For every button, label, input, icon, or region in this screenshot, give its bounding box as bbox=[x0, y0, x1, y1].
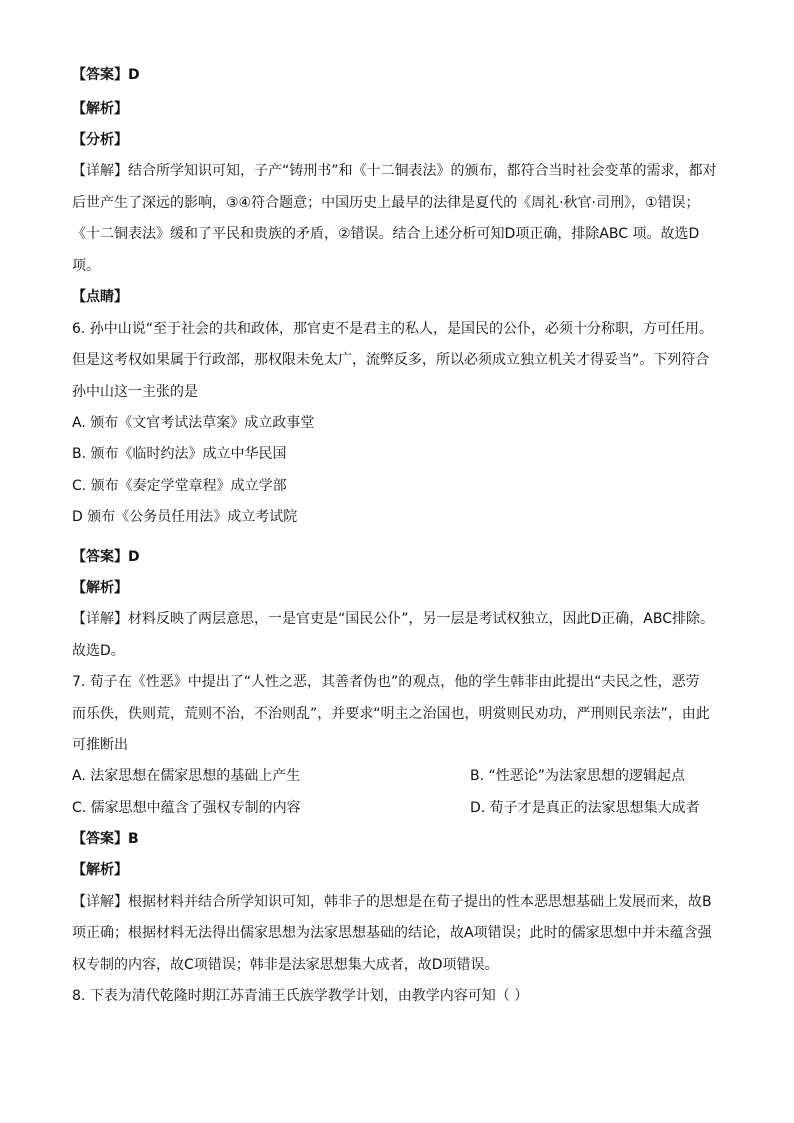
q6-answer-label: 【答案】D bbox=[72, 549, 140, 565]
prev-dianjing-label: 【点睛】 bbox=[72, 289, 128, 305]
q7-options-row-2 bbox=[72, 797, 714, 819]
q6-option-a: A. 颁布《文官考试法草案》成立政事堂 bbox=[72, 415, 315, 431]
prev-detail-line-1: 【详解】结合所学知识可知，子产“铸刑书”和《十二铜表法》的颁布，都符合当时社会变革的需求，都对 bbox=[72, 163, 717, 179]
q7-options-row-1 bbox=[72, 765, 714, 787]
q6-detail-line-2: 故选D。 bbox=[72, 643, 125, 659]
q6-option-b: B. 颁布《临时约法》成立中华民国 bbox=[72, 446, 287, 462]
q7-option-a: A. 法家思想在儒家思想的基础上产生 bbox=[72, 768, 301, 784]
q7-stem-line-3: 可推断出 bbox=[72, 737, 128, 753]
q6-stem-line-3: 孙中山这一主张的是 bbox=[72, 384, 198, 400]
q7-answer-label: 【答案】B bbox=[72, 831, 139, 847]
prev-detail-line-2: 后世产生了深远的影响，③④符合题意；中国历史上最早的法律是夏代的《周礼·秋官·司刑》，①错误； bbox=[72, 195, 700, 211]
q7-detail-line-1: 【详解】根据材料并结合所学知识可知，韩非子的思想是在荀子提出的性本恶思想基础上发展而来，故B bbox=[72, 894, 712, 910]
q6-option-c: C. 颁布《奏定学堂章程》成立学部 bbox=[72, 478, 287, 494]
q6-jiexi-label: 【解析】 bbox=[72, 580, 128, 596]
q7-detail-line-3: 权专制的内容，故C项错误；韩非是法家思想集大成者，故D项错误。 bbox=[72, 957, 499, 973]
prev-detail-line-3: 《十二铜表法》缓和了平民和贵族的矛盾，②错误。结合上述分析可知D项正确，排除ABC 项。故选D bbox=[72, 226, 700, 242]
q6-stem-line-1: 6. 孙中山说“至于社会的共和政体，那官吏不是君主的私人，是国民的公仆，必须十分称职，方可任用。 bbox=[72, 321, 714, 337]
q7-option-d: D. 荀子才是真正的法家思想集大成者 bbox=[470, 800, 700, 816]
prev-fenxi-label: 【分析】 bbox=[72, 132, 128, 148]
q7-jiexi-label: 【解析】 bbox=[72, 862, 128, 878]
q7-detail-line-2: 项正确；根据材料无法得出儒家思想为法家思想基础的结论，故A项错误；此时的儒家思想中并未蕴含强 bbox=[72, 925, 712, 941]
q6-option-d: D 颁布《公务员任用法》成立考试院 bbox=[72, 509, 298, 525]
q8-stem: 8. 下表为清代乾隆时期江苏青浦王氏族学教学计划，由教学内容可知（ ） bbox=[72, 988, 529, 1004]
prev-detail-line-4: 项。 bbox=[72, 258, 100, 274]
q7-stem-line-1: 7. 荀子在《性恶》中提出了“人性之恶，其善者伪也”的观点，他的学生韩非由此提出“夫民之性，恶劳 bbox=[72, 674, 700, 690]
q7-option-c: C. 儒家思想中蕴含了强权专制的内容 bbox=[72, 800, 301, 816]
prev-jiexi-label: 【解析】 bbox=[72, 101, 128, 117]
prev-answer-label: 【答案】D bbox=[72, 67, 140, 83]
q6-detail-line-1: 【详解】材料反映了两层意思，一是官吏是“国民公仆”，另一层是考试权独立，因此D正确，ABC排除。 bbox=[72, 611, 714, 627]
q6-stem-line-2: 但是这考权如果属于行政部，那权限未免太广，流弊反多，所以必须成立独立机关才得妥当”。下列符合 bbox=[72, 352, 710, 368]
q7-option-b: B. “性恶论”为法家思想的逻辑起点 bbox=[470, 768, 686, 784]
q7-stem-line-2: 而乐佚，佚则荒，荒则不治，不治则乱”，并要求“明主之治国也，明赏则民劝功，严刑则民亲法”，由此 bbox=[72, 706, 710, 722]
